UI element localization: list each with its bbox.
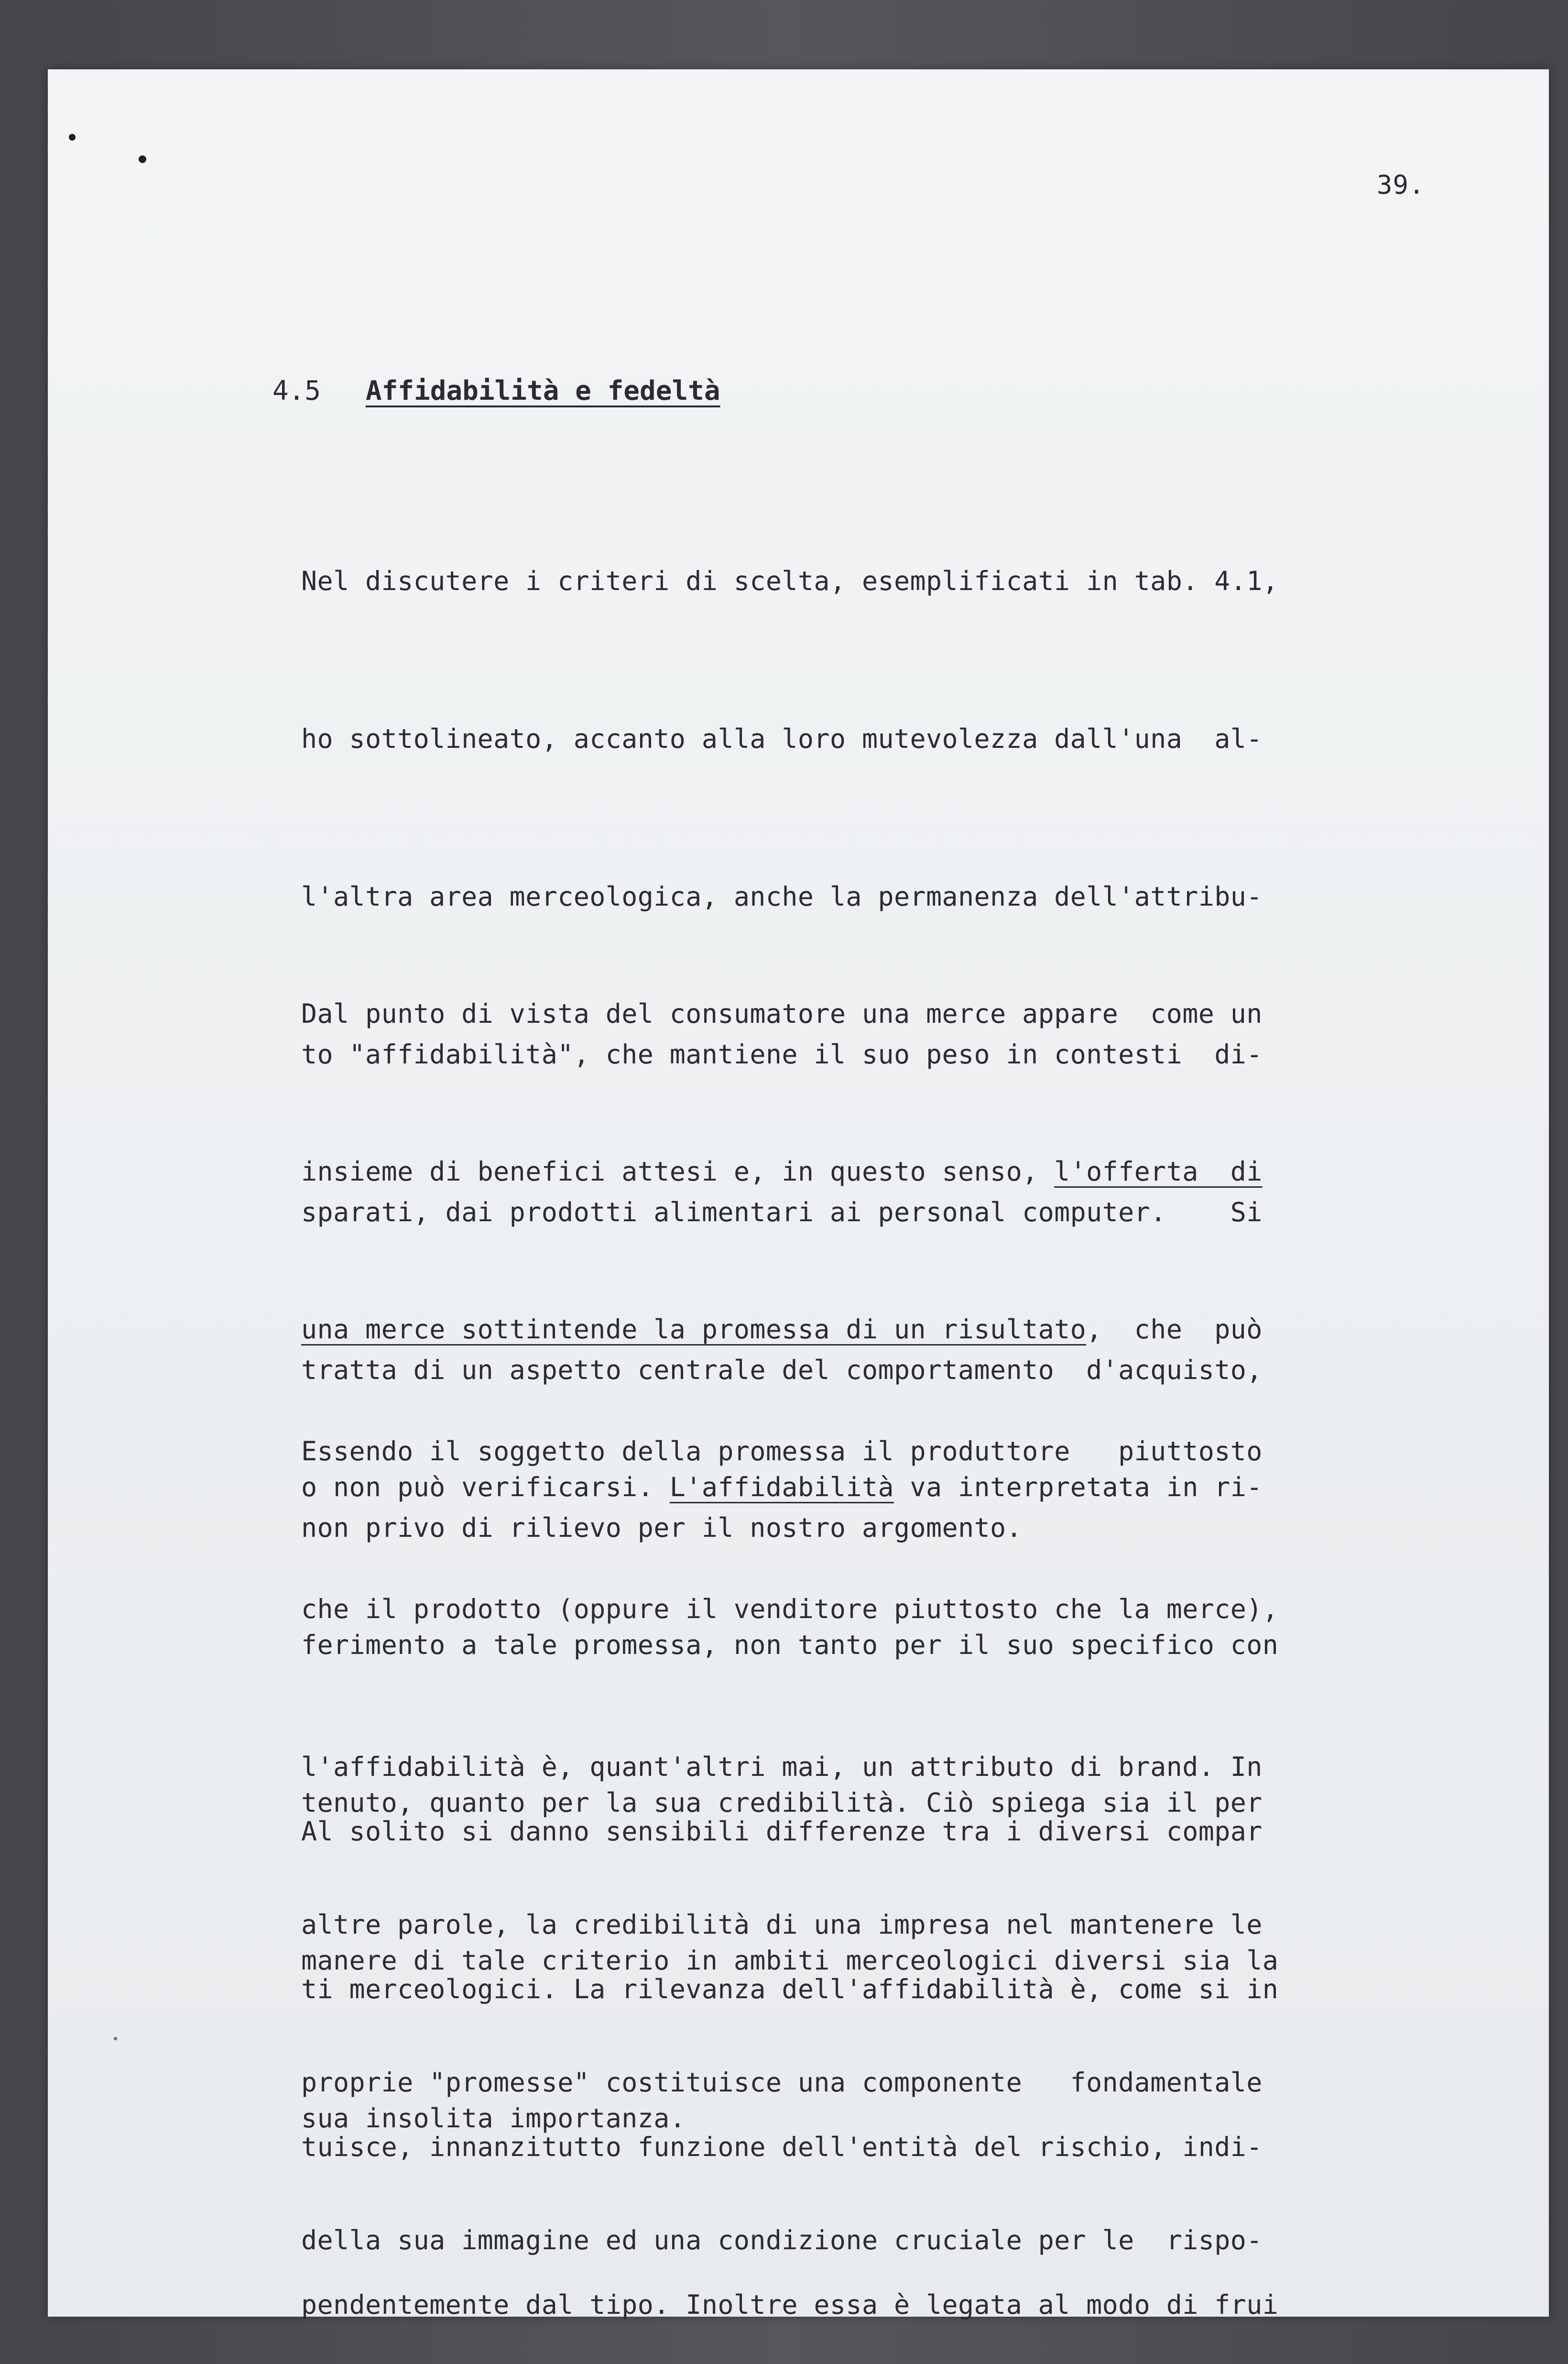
text-line: ferimento a tale promessa, non tanto per il suo specifico con: [301, 1630, 1279, 1660]
text-run: va interpretata in ri-: [893, 1472, 1263, 1502]
text-line: [301, 1145, 1439, 1198]
text-run: o non può verificarsi.: [301, 1472, 670, 1502]
text-line: tenuto, quanto per la sua credibilità. Ciò spiega sia il per: [301, 1787, 1263, 1818]
text-line: to "affidabilità", che mantiene il suo peso in contesti di-: [301, 1039, 1263, 1070]
paper-speck: [114, 2037, 117, 2040]
text-line: Al solito si danno sensibili differenze tra i diversi compar: [301, 1816, 1263, 1847]
text-line: ho sottolineato, accanto alla loro mutevolezza dall'una al-: [301, 723, 1263, 754]
text-line: Nel discutere i criteri di scelta, esemplificati in tab. 4.1,: [301, 566, 1279, 596]
text-line: sparati, dai prodotti alimentari ai personal computer. Si: [301, 1197, 1263, 1227]
text-run: , che può: [1086, 1314, 1263, 1345]
text-line: ti merceologici. La rilevanza dell'affidabilità è, come si in: [301, 1974, 1279, 2004]
text-line: tuisce, innanzitutto funzione dell'entità del rischio, indi-: [301, 2132, 1263, 2162]
punch-mark: [69, 134, 76, 141]
text-line: della sua immagine ed una condizione cruciale per le rispo-: [301, 2225, 1263, 2255]
section-title: Affidabilità e fedeltà: [365, 375, 720, 406]
text-run: insieme di benefici attesi e, in questo senso,: [301, 1156, 1055, 1187]
text-line: Dal punto di vista del consumatore una merce appare come un: [301, 998, 1263, 1029]
text-line: tratta di un aspetto centrale del comportamento d'acquisto,: [301, 1355, 1263, 1385]
underlined-text: una merce sottintende la promessa di un risultato: [301, 1314, 1087, 1345]
text-line: sua insolita importanza.: [301, 2103, 686, 2134]
text-line: proprie "promesse" costituisce una componente fondamentale: [301, 2067, 1263, 2098]
text-line: non privo di rilievo per il nostro argomento.: [301, 1512, 1023, 1543]
section-heading: [208, 344, 720, 438]
text-line: Essendo il soggetto della promessa il produttore piuttosto: [301, 1436, 1263, 1467]
text-line: pendentemente dal tipo. Inoltre essa è legata al modo di frui: [301, 2289, 1279, 2320]
paragraph: [301, 1700, 1439, 2364]
page-number: 39.: [1377, 170, 1425, 200]
text-line: manere di tale criterio in ambiti merceologici diversi sia la: [301, 1945, 1279, 1976]
section-number: 4.5: [272, 375, 321, 406]
text-line: altre parole, la credibilità di una impresa nel mantenere le: [301, 1909, 1263, 1940]
underlined-text: L'affidabilità: [669, 1472, 894, 1502]
document-page: [48, 69, 1549, 2320]
text-line: che il prodotto (oppure il venditore piuttosto che la merce),: [301, 1594, 1279, 1624]
underlined-text: l'offerta di: [1054, 1156, 1263, 1187]
text-line: l'altra area merceologica, anche la permanenza dell'attribu-: [301, 881, 1263, 912]
text-line: l'affidabilità è, quant'altri mai, un attributo di brand. In: [301, 1751, 1263, 1782]
punch-mark: [139, 155, 146, 163]
